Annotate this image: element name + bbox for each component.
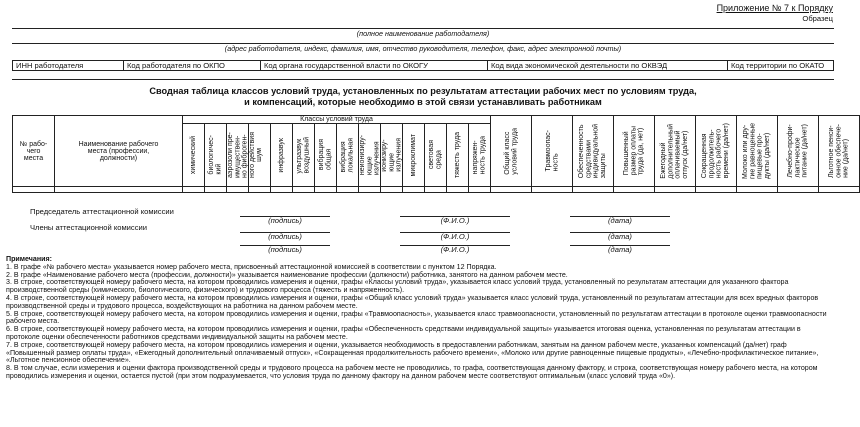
factor-noise: шум bbox=[255, 148, 263, 162]
note-8: 8. В том случае, если измерения и оценки фактора производственной среды и трудового процесса на рабочем месте не проводились, то графа, соответствующая данному фактору, и строка, соответствующая номеру рабочего места, на котором проводились измерения и оценки, остается пустой (при этом подразумевается, что условия труда по данному фактору на данном рабочем месте соответствуют оптимальным (класс условий труда «0»). bbox=[6, 364, 818, 380]
col-overall-class: Общий класс условий труда bbox=[503, 127, 519, 175]
chairman-date: (дата) bbox=[608, 216, 632, 225]
chairman-label: Председатель аттестационной комиссии bbox=[30, 207, 174, 216]
employer-name-caption: (полное наименование работодателя) bbox=[356, 29, 490, 38]
col-number: № рабо- чего места bbox=[13, 116, 55, 187]
factor-labor-severity: тяжесть труда bbox=[453, 131, 461, 179]
codes-table bbox=[12, 60, 834, 71]
note-5: 5. В строке, соответствующей номеру рабочего места, на котором проводились измерения и оценки, графы «Травмоопасность», указывается класс травмоопасности, установленный по результатам аттестации в протоколе оценки травмоопасности рабочего места. bbox=[6, 309, 827, 326]
title-line-2: и компенсаций, которые необходимо в этой связи устанавливать работникам bbox=[244, 97, 602, 107]
classes-header: Классы условий труда bbox=[183, 116, 491, 124]
factor-biological: биологичес- кий bbox=[208, 135, 223, 175]
factor-light: световая среда bbox=[428, 140, 443, 170]
col-position: Наименование рабочего места (профессии, должности) bbox=[55, 116, 183, 187]
notes-title: Примечания: bbox=[6, 255, 53, 263]
code-okved: Код вида экономической деятельности по ОКВЭД bbox=[488, 61, 728, 71]
col-injury-risk: Травмоопас- ность bbox=[544, 130, 560, 172]
member2-fio: (Ф.И.О.) bbox=[440, 245, 470, 254]
member2-sign: (подпись) bbox=[268, 245, 302, 254]
code-inn: ИНН работодателя bbox=[13, 61, 124, 71]
chairman-fio: (Ф.И.О.) bbox=[440, 216, 470, 225]
col-ppe: Обеспеченность средствами индивидуальной защиты bbox=[578, 123, 608, 179]
factor-nonionizing: неионизиру- ющие излучения bbox=[359, 135, 381, 176]
col-increased-pay: Повышенный размер оплаты труда (да, нет) bbox=[623, 126, 645, 176]
factor-microclimate: микроклимат bbox=[409, 133, 417, 177]
factor-aerosols: аэрозоли пре- имуществен- но фиброген- ного действия bbox=[227, 132, 257, 179]
factor-vibration-general: вибрация общая bbox=[318, 139, 333, 171]
note-3: 3. В строке, соответствующей номеру рабочего места, на котором проводились измерения и оценки, графы «Классы условий труда», указывается класс условий труда, установленный по результатам аттестации для указанного фактора производственной среды (химического, биологического, физического) и трудового процесса (тяжесть и напряженность). bbox=[6, 278, 789, 295]
col-extra-leave: Ежегодный дополнительный оплачиваемый отпуск (да/нет) bbox=[660, 123, 690, 179]
title-line-1: Сводная таблица классов условий труда, установленных по результатам аттестации рабочих мест по условиям труда, bbox=[149, 86, 697, 96]
code-okogu: Код органа государственной власти по ОКОГУ bbox=[261, 61, 488, 71]
members-label: Члены аттестационной комиссии bbox=[30, 223, 147, 232]
note-6: 6. В строке, соответствующей номеру рабочего места, на котором проводились измерения и оценки, графы «Обеспеченность средствами индивидуальной защиты» указывается итоговая оценка, установленная по результатам аттестации в протоколе оценки обеспеченности работников средствами индивидуальной защиты на рабочем месте. bbox=[6, 325, 801, 341]
col-reduced-hours: Сокращенная продолжитель- ность рабочего времени (да/нет) bbox=[701, 123, 731, 179]
employer-address-caption: (адрес работодателя, индекс, фамилия, имя, отчество руководителя, телефон, факс, адрес электронной почты) bbox=[224, 44, 622, 53]
col-pension: Льготное пенси- онное обеспече- ние (да/нет) bbox=[828, 124, 850, 178]
factor-infrasound: инфразвук bbox=[277, 137, 285, 173]
notes bbox=[6, 256, 836, 381]
code-okato: Код территории по ОКАТО bbox=[728, 61, 834, 71]
factor-labor-intensity: напряжен- ность труда bbox=[472, 135, 487, 175]
note-4: 4. В строке, соответствующей номеру рабочего места, на котором проводились измерения и оценки, графы «Общий класс условий труда» указывается класс условий труда, установленный по результатам аттестации для всех вредных факторов производственной среды и трудового процесса, воздействующих на работника на данном рабочем месте. bbox=[6, 293, 819, 310]
factor-ionizing: ионизиру- ющие излучения bbox=[381, 138, 403, 172]
factor-chemical: химический bbox=[189, 136, 197, 175]
note-7: 7. В строке, соответствующей номеру рабочего места, на котором проводились измерения и оценки, указывается необходимость в предоставлении работникам, занятым на данном рабочем месте, указанных компенсаций (да/нет) граф «Повышенный размер оплаты труда», «Ежегодный дополнительный оплачиваемый отпуск», «Сокращенная продолжительность рабочего времени», «Молоко или другие равноценные пищевые продукты», «Лечебно-профилактическое питание», «Льготное пенсионное обеспечение». bbox=[6, 340, 819, 365]
factor-ultrasound: ультразвук воздушный bbox=[296, 136, 311, 174]
note-2: 2. В графе «Наименование рабочего места (профессии, должности)» указывается наименование профессии (должности) работника, занятого на данном рабочем месте. bbox=[6, 270, 568, 279]
member1-fio: (Ф.И.О.) bbox=[440, 232, 470, 241]
col-therapeutic-food: Лечебно-профи- лактическое питание (да/нет) bbox=[787, 124, 809, 178]
factor-vibration-local: вибрация локальная bbox=[340, 137, 355, 173]
sample-label: Образец bbox=[802, 14, 833, 23]
table-row bbox=[13, 187, 860, 193]
chairman-sign: (подпись) bbox=[268, 216, 302, 225]
member2-date: (дата) bbox=[608, 245, 632, 254]
col-milk: Молоко или дру- гие равноценные пищевые про- дукты (да/нет) bbox=[742, 122, 772, 180]
code-okpo: Код работодателя по ОКПО bbox=[124, 61, 261, 71]
appendix-label: Приложение № 7 к Порядку bbox=[716, 3, 833, 13]
summary-table bbox=[12, 115, 860, 193]
member1-sign: (подпись) bbox=[268, 232, 302, 241]
note-1: 1. В графе «№ рабочего места» указывается номер рабочего места, присвоенный аттестационной комиссией в соответствии с пунктом 12 Порядка. bbox=[6, 262, 497, 271]
member1-date: (дата) bbox=[608, 232, 632, 241]
